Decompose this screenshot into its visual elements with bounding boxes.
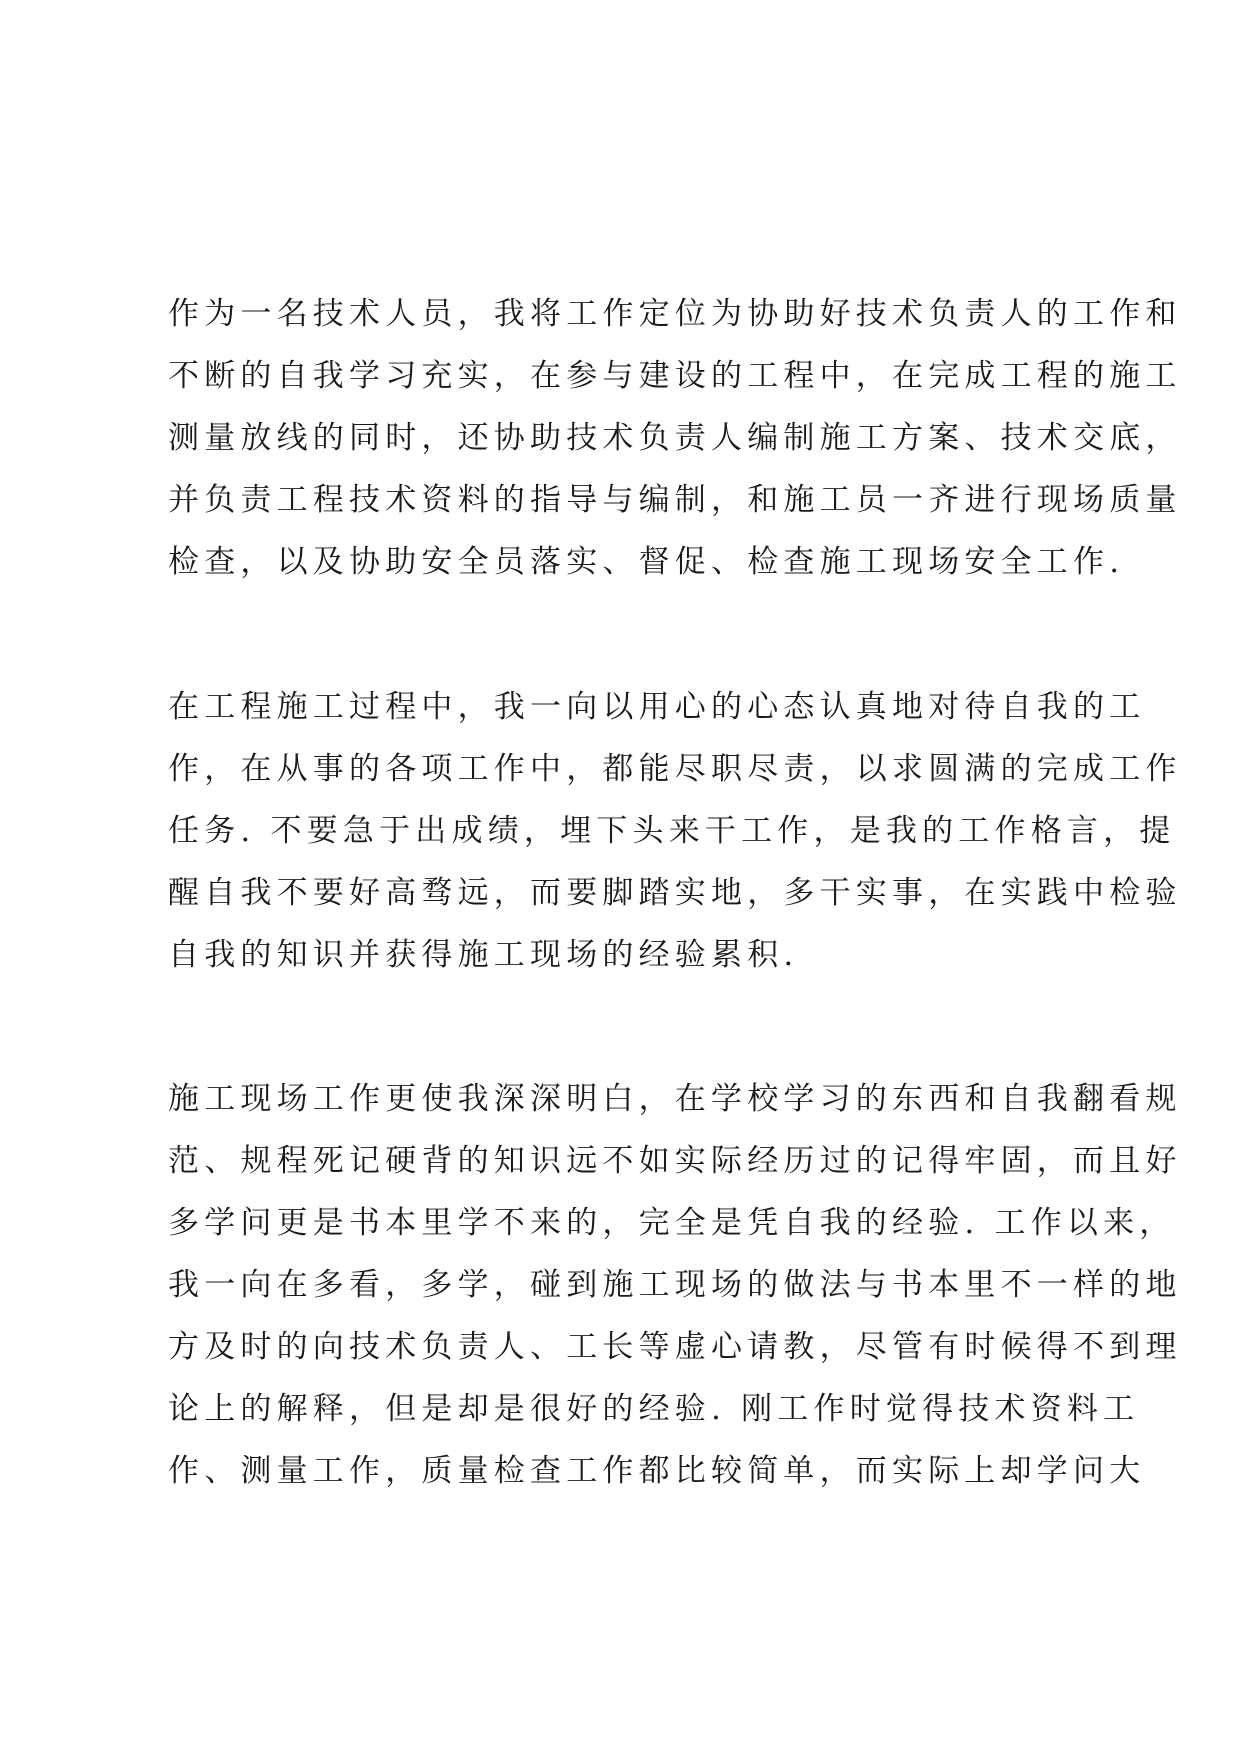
paragraph-line: 任务. 不要急于出成绩，埋下头来干工作，是我的工作格言，提 (168, 813, 1176, 849)
paragraph-line: 醒自我不要好高骛远，而要脚踏实地，多干实事，在实践中检验 (168, 875, 1182, 911)
paragraph-3 (168, 1068, 1182, 1502)
paragraph-line: 论上的解释，但是却是很好的经验. 刚工作时觉得技术资料工 (168, 1391, 1140, 1427)
paragraph-1 (168, 283, 1182, 593)
paragraph-line: 施工现场工作更使我深深明白，在学校学习的东西和自我翻看规 (168, 1081, 1182, 1117)
paragraph-2 (168, 676, 1182, 986)
paragraph-line: 我一向在多看，多学，碰到施工现场的做法与书本里不一样的地 (168, 1267, 1182, 1303)
paragraph-line: 多学问更是书本里学不来的，完全是凭自我的经验. 工作以来， (168, 1205, 1176, 1241)
paragraph-line: 不断的自我学习充实，在参与建设的工程中，在完成工程的施工 (168, 358, 1182, 394)
paragraph-line: 作，在从事的各项工作中，都能尽职尽责，以求圆满的完成工作 (168, 751, 1182, 787)
paragraph-line: 方及时的向技术负责人、工长等虚心请教，尽管有时候得不到理 (168, 1329, 1182, 1365)
paragraph-line: 作为一名技术人员，我将工作定位为协助好技术负责人的工作和 (168, 296, 1182, 332)
paragraph-line: 范、规程死记硬背的知识远不如实际经历过的记得牢固，而且好 (168, 1143, 1182, 1179)
paragraph-line: 检查，以及协助安全员落实、督促、检查施工现场安全工作. (168, 544, 1125, 580)
paragraph-line: 并负责工程技术资料的指导与编制，和施工员一齐进行现场质量 (168, 482, 1182, 518)
paragraph-line: 作、测量工作，质量检查工作都比较简单，而实际上却学问大 (168, 1453, 1146, 1489)
paragraph-line: 自我的知识并获得施工现场的经验累积. (168, 937, 799, 973)
paragraph-line: 在工程施工过程中，我一向以用心的心态认真地对待自我的工 (168, 689, 1146, 725)
paragraph-line: 测量放线的同时，还协助技术负责人编制施工方案、技术交底， (168, 420, 1182, 456)
